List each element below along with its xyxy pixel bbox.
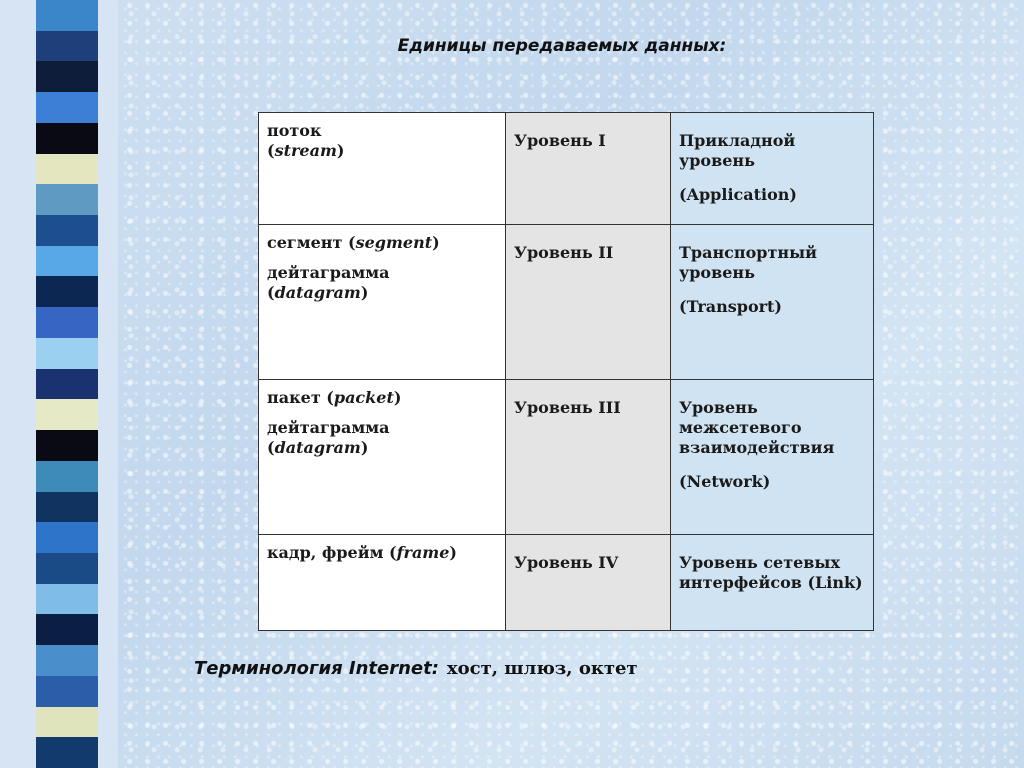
decorative-stripe [36,676,98,707]
unit-cell [259,535,506,631]
unit-name: кадр, фрейм (frame) [267,543,457,562]
layer-name-line-2: уровень [679,263,755,282]
unit-cell [259,225,506,380]
unit-name-alt-en: (datagram) [267,438,369,457]
data-units-table [258,112,874,631]
decorative-stripe [36,215,98,246]
decorative-stripe [36,399,98,430]
page-title: Единицы передаваемых данных: [397,36,727,56]
decorative-stripe [36,645,98,676]
decorative-stripe [36,522,98,553]
layer-name-line-2: интерфейсов (Link) [679,573,863,592]
layer-name-en: (Application) [679,185,797,204]
layer-name-line-1: Уровень сетевых [679,553,840,572]
decorative-stripe [36,154,98,185]
footer-lead: Терминология Internet: [194,658,439,679]
level-cell [506,380,671,535]
decorative-stripe [36,584,98,615]
decorative-stripe [36,92,98,123]
level-label: Уровень III [514,398,621,417]
decorative-stripe [36,737,98,768]
decorative-stripe [36,707,98,738]
layer-cell [671,535,874,631]
level-label: Уровень IV [514,553,619,572]
level-label: Уровень I [514,131,606,150]
table-row [259,225,874,380]
unit-name: пакет (packet) [267,388,402,407]
unit-name-en: (stream) [267,141,345,160]
layer-name-line-1: Транспортный [679,243,818,262]
level-cell [506,535,671,631]
layer-cell [671,113,874,225]
unit-cell [259,380,506,535]
layer-cell [671,225,874,380]
decorative-stripes [36,0,98,768]
layer-name: Прикладной уровень [679,131,796,170]
decorative-stripe [36,276,98,307]
unit-name: поток [267,121,322,140]
layer-name-en: (Network) [679,472,771,491]
decorative-stripe [36,430,98,461]
decorative-stripe [36,614,98,645]
decorative-stripe [36,307,98,338]
unit-name-alt: дейтаграмма [267,418,390,437]
layer-name-en: (Transport) [679,297,782,316]
unit-name-alt-en: (datagram) [267,283,369,302]
footer-terminology [194,658,638,679]
decorative-stripe [36,0,98,31]
table-row [259,113,874,225]
decorative-side-bar [0,0,118,768]
decorative-stripe [36,61,98,92]
footer-terms: хост, шлюз, октет [446,658,638,679]
decorative-stripe [36,369,98,400]
decorative-stripe [36,492,98,523]
layer-name-line-1: Уровень межсетевого [679,398,802,437]
table-row [259,535,874,631]
decorative-stripe [36,461,98,492]
level-cell [506,113,671,225]
decorative-stripe [36,553,98,584]
level-label: Уровень II [514,243,614,262]
decorative-stripe [36,246,98,277]
level-cell [506,225,671,380]
layer-name-line-2: взаимодействия [679,438,835,457]
decorative-stripe [36,184,98,215]
unit-name: сегмент (segment) [267,233,440,252]
table-row [259,380,874,535]
decorative-stripe [36,123,98,154]
layer-cell [671,380,874,535]
unit-name-alt: дейтаграмма [267,263,390,282]
unit-cell [259,113,506,225]
decorative-stripe [36,338,98,369]
